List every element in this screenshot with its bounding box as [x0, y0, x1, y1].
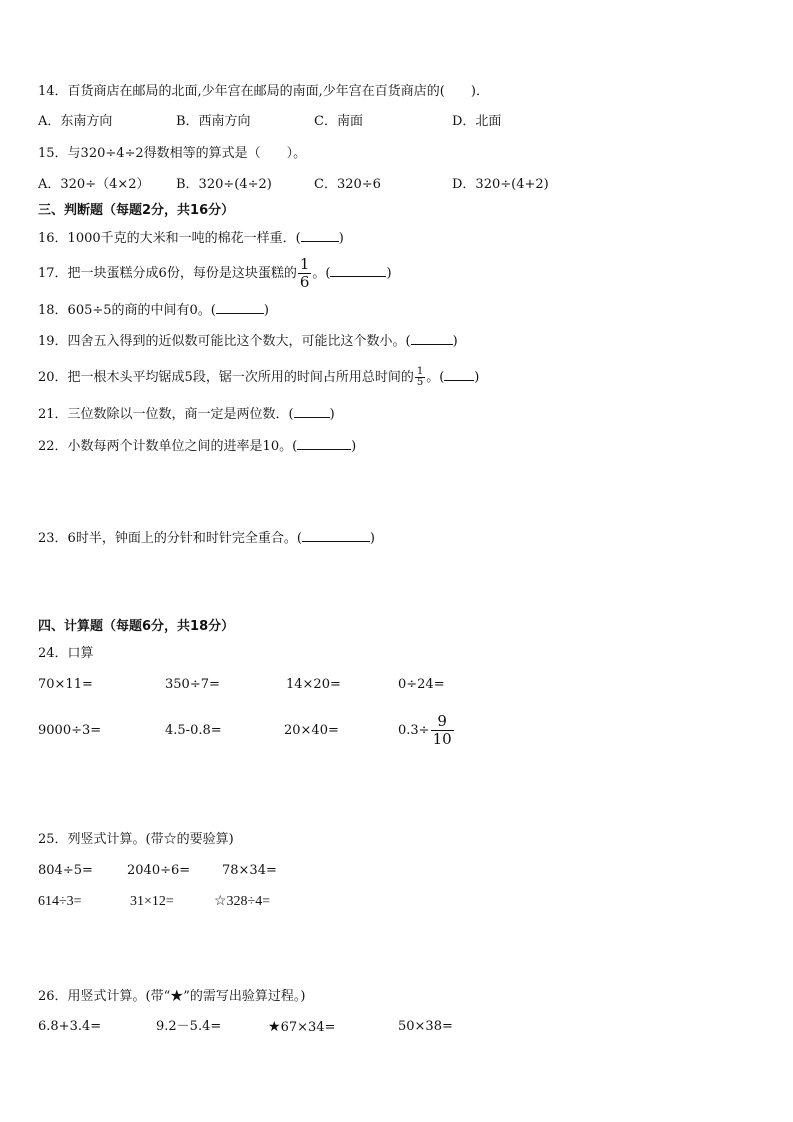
q22-close: ): [351, 439, 357, 454]
q25-problem: 31×12=: [130, 894, 174, 909]
question-15: 15．与320÷4÷2得数相等的算式是（ ）。: [38, 146, 307, 161]
answer-blank[interactable]: [294, 405, 330, 418]
q17-close: ): [386, 266, 392, 281]
q21-text: 21．三位数除以一位数，商一定是两位数．(: [38, 407, 294, 422]
q19-text: 19．四舍五入得到的近似数可能比这个数大，可能比这个数小。(: [38, 334, 411, 349]
question-17: [38, 256, 392, 292]
question-20: [38, 360, 479, 396]
q26-problem: [268, 1018, 335, 1037]
q24-problem-text: 0.3÷: [398, 723, 430, 738]
q15-option-a: A．320÷（4×2）: [38, 177, 150, 192]
section-4-heading: 四、计算题（每题6分，共18分）: [38, 619, 235, 634]
question-14: 14．百货商店在邮局的北面,少年宫在邮局的南面,少年宫在百货商店的( )．: [38, 84, 489, 99]
q24-problem: 14×20=: [286, 677, 341, 692]
q25-problem: 2040÷6=: [127, 863, 191, 878]
fraction-numerator: 1: [299, 255, 310, 273]
answer-blank[interactable]: [411, 332, 453, 345]
fraction-denominator: 5: [416, 377, 424, 388]
q24-problem: 9000÷3=: [38, 723, 102, 738]
fraction: [415, 367, 425, 388]
q14-option-d: D．北面: [452, 114, 502, 129]
fraction: [431, 713, 454, 748]
q25-title: 25．列竖式计算。(带☆的要验算): [38, 832, 234, 847]
q25-problem: 78×34=: [222, 863, 277, 878]
question-21: [38, 405, 335, 424]
fraction-denominator: 6: [299, 273, 310, 291]
q15-option-b: B．320÷(4÷2): [176, 177, 272, 192]
q24-title: 24．口算: [38, 646, 94, 661]
question-18: [38, 301, 269, 320]
q26-problem: 50×38=: [398, 1019, 453, 1034]
answer-blank[interactable]: [302, 529, 370, 542]
section-3-heading: 三、判断题（每题2分，共16分）: [38, 203, 235, 218]
q16-close: ): [338, 231, 344, 246]
q25-problem: 804÷5=: [38, 863, 93, 878]
q26-problem: 6.8+3.4=: [38, 1019, 102, 1034]
q15-option-d: D．320÷(4+2): [452, 177, 549, 192]
fraction-numerator: 9: [431, 713, 454, 731]
q18-close: ): [263, 303, 269, 318]
q26-problem: 9.2－5.4=: [156, 1019, 222, 1034]
q24-problem: [398, 711, 455, 751]
q20-close: ): [474, 370, 480, 385]
q26-problem-text: 67×34=: [280, 1020, 336, 1035]
answer-blank[interactable]: [444, 368, 474, 381]
q18-text: 18．605÷5的商的中间有0。(: [38, 303, 216, 318]
q23-text: 23．6时半，钟面上的分针和时针完全重合。(: [38, 531, 302, 546]
q24-problem: 20×40=: [284, 723, 339, 738]
q19-close: ): [452, 334, 458, 349]
answer-blank[interactable]: [330, 264, 386, 277]
question-22: [38, 437, 356, 456]
q25-problem: ☆328÷4=: [214, 894, 271, 909]
answer-blank[interactable]: [301, 229, 339, 242]
q16-text: 16．1000千克的大米和一吨的棉花一样重．(: [38, 231, 301, 246]
q24-problem: 4.5-0.8=: [165, 723, 222, 738]
q17-text: 17．把一块蛋糕分成6份，每份是这块蛋糕的: [38, 266, 297, 281]
star-icon: ★: [268, 1019, 281, 1035]
fraction-denominator: 10: [432, 730, 452, 748]
question-16: [38, 229, 344, 248]
q26-title: 26．用竖式计算。(带“★”的需写出验算过程。): [38, 989, 306, 1004]
q23-close: ): [369, 531, 375, 546]
answer-blank[interactable]: [216, 301, 264, 314]
q25-problem: 614÷3=: [38, 894, 82, 909]
question-23: [38, 529, 375, 548]
question-19: [38, 332, 458, 351]
q17-post: 。(: [312, 266, 331, 281]
q14-option-c: C．南面: [314, 114, 363, 129]
fraction: [298, 256, 312, 291]
q24-problem: 0÷24=: [398, 677, 445, 692]
q20-post: 。(: [426, 370, 445, 385]
q24-problem: 70×11=: [38, 677, 93, 692]
answer-blank[interactable]: [297, 437, 351, 450]
q14-option-b: B．西南方向: [176, 114, 251, 129]
q15-option-c: C．320÷6: [314, 177, 381, 192]
q21-close: ): [329, 407, 335, 422]
q14-option-a: A．东南方向: [38, 114, 113, 129]
q24-problem: 350÷7=: [165, 677, 220, 692]
fraction-numerator: 1: [416, 366, 424, 377]
q22-text: 22．小数每两个计数单位之间的进率是10。(: [38, 439, 298, 454]
q20-text: 20．把一根木头平均锯成5段，锯一次所用的时间占所用总时间的: [38, 370, 414, 385]
